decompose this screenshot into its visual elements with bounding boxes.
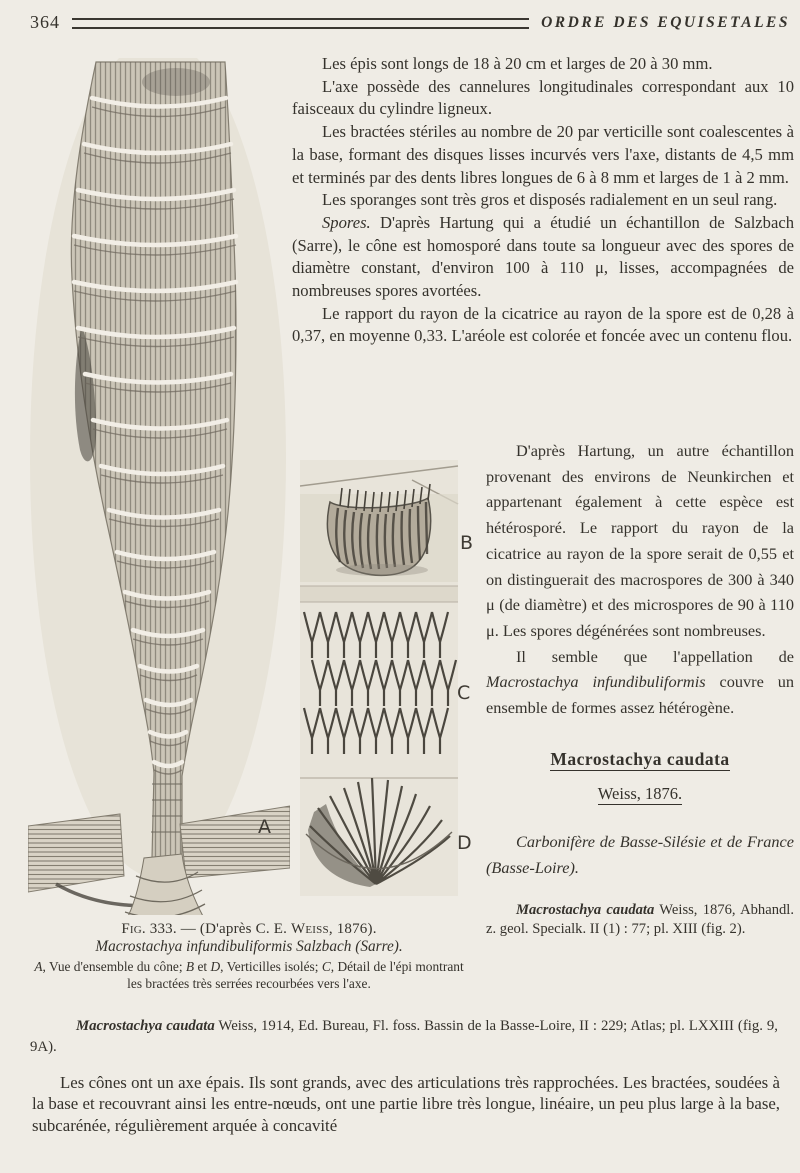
caption-line-2 <box>26 938 472 956</box>
spores-text: D'après Hartung qui a étudié un échantillon de Salzbach (Sarre), le cône est homosporé dans toute sa longueur avec des spores de diamètre constant, d'environ 100 à 110 μ, lisses, accompagnées de nombreuses spores avortées. <box>292 212 794 301</box>
caption-species: Macrostachya infundibuliformis <box>95 938 293 955</box>
figure-label-d: D <box>457 832 472 854</box>
caption-letter-b: B <box>185 959 195 974</box>
spores-lead: Spores. <box>322 212 371 232</box>
caption-year: , 1876). <box>328 921 377 937</box>
caption-letter-d: D <box>210 959 221 974</box>
header-rule <box>72 18 529 29</box>
paragraph-epis: Les épis sont longs de 18 à 20 cm et larges de 20 à 30 mm. <box>322 54 713 73</box>
figure-bcd-panel <box>300 460 478 896</box>
species-author-text: Weiss, 1876. <box>597 784 683 804</box>
caption-letter-c: C <box>321 959 331 974</box>
paragraph-hartung: D'après Hartung, un autre échantillon provenant des environs de Neunkirchen et appartenant également à cette espèce est hétérosporé. Le rapport du rayon de la cicatrice au rayon de la spore serait de 0,55 et on distinguerait des macrospores de 300 à 340 μ (de diamètre) et des microspores de 90 à 110 μ. Les spores dégénérées sont nombreuses. <box>486 441 794 640</box>
figure-caption <box>26 921 472 992</box>
figure-label-c: C <box>457 682 471 704</box>
page-header <box>30 12 790 33</box>
caption-detail-text-4: , Détail de l'épi montrant les bractées très serrées recourbées vers l'axe. <box>127 959 464 991</box>
figure-label-a: A <box>258 816 271 838</box>
paragraph-rapport: Le rapport du rayon de la cicatrice au rayon de la spore est de 0,28 à 0,37, en moyenne 0,33. L'aréole est colorée et foncée avec un contenu flou. <box>292 303 794 346</box>
caption-letter-a: A <box>34 959 43 974</box>
appellation-text-2: couvre un ensemble de formes assez hétérogène. <box>486 672 795 718</box>
paragraph-appellation <box>486 644 794 721</box>
paragraph-locality: Carbonifère de Basse-Silésie et de France (Basse-Loire). <box>486 832 794 877</box>
paragraph-cones: Les cônes ont un axe épais. Ils sont grands, avec des articulations très rapprochées. Les bractées, soudées à la base et recouvrant ainsi les entre-nœuds, ont une partie libre très longue, linéaire, un peu plus large à la base, subcarénée, régulièrement arquée à concavité <box>32 1073 780 1135</box>
paragraph-axe: L'axe possède des cannelures longitudinales correspondant aux 10 faisceaux du cylindre ligneux. <box>292 76 794 119</box>
cone-drawing <box>30 58 286 878</box>
narrow-text-column <box>486 438 794 940</box>
reference-species: Macrostachya caudata <box>516 901 655 918</box>
caption-detail-text-1: , Vue d'ensemble du cône; <box>42 959 186 974</box>
figure-label-b: B <box>460 532 474 554</box>
species-name: Macrostachya infundibuliformis <box>486 672 706 692</box>
running-title: ORDRE DES EQUISETALES <box>541 13 790 31</box>
species-heading-text: Macrostachya caudata <box>550 748 730 769</box>
whorl-details-illustration <box>300 460 478 896</box>
species-author <box>486 781 794 807</box>
reference-1914-text: Weiss, 1914, Ed. Bureau, Fl. foss. Bassin de la Basse-Loire, II : 229; Atlas; pl. LXXIII (fig. 9, 9A). <box>30 1018 778 1055</box>
reference-1914-species: Macrostachya caudata <box>76 1018 215 1034</box>
fig-abbrev: Fig. <box>121 921 146 937</box>
reference-text: Weiss, 1876, Abhandl. z. geol. Specialk. II (1) : 77; pl. XIII (fig. 2). <box>486 901 794 938</box>
figure-a-cone <box>28 58 290 915</box>
paragraph-spores <box>292 212 794 303</box>
main-text-column <box>292 53 794 348</box>
paragraph-bractees: Les bractées stériles au nombre de 20 par verticille sont coalescentes à la base, formant des disques lisses incurvés vers l'axe, distants de 4,5 mm et terminés par des dents libres longues de 6 à 8 mm et larges de 1 à 2 mm. <box>292 122 794 187</box>
whorl-b-drawing <box>300 484 458 582</box>
caption-detail <box>26 958 472 992</box>
weiss-name: Weiss <box>291 921 329 937</box>
caption-detail-text-2: et <box>194 959 211 974</box>
page-number: 364 <box>30 12 60 32</box>
appellation-text-1: Il semble que l'appellation de <box>516 646 794 666</box>
caption-detail-text-3: , Verticilles isolés; <box>220 959 322 974</box>
caption-line-1 <box>26 921 472 938</box>
species-heading <box>486 747 794 773</box>
paragraph-sporanges: Les sporanges sont très gros et disposés radialement en un seul rang. <box>322 190 778 210</box>
caption-credit: 333. — (D'après C. E. <box>145 921 292 937</box>
cone-fossil-illustration <box>28 58 290 915</box>
reference-1876 <box>486 901 794 940</box>
caption-species-rest: Salzbach (Sarre). <box>292 938 403 955</box>
reference-1914 <box>30 1016 778 1058</box>
